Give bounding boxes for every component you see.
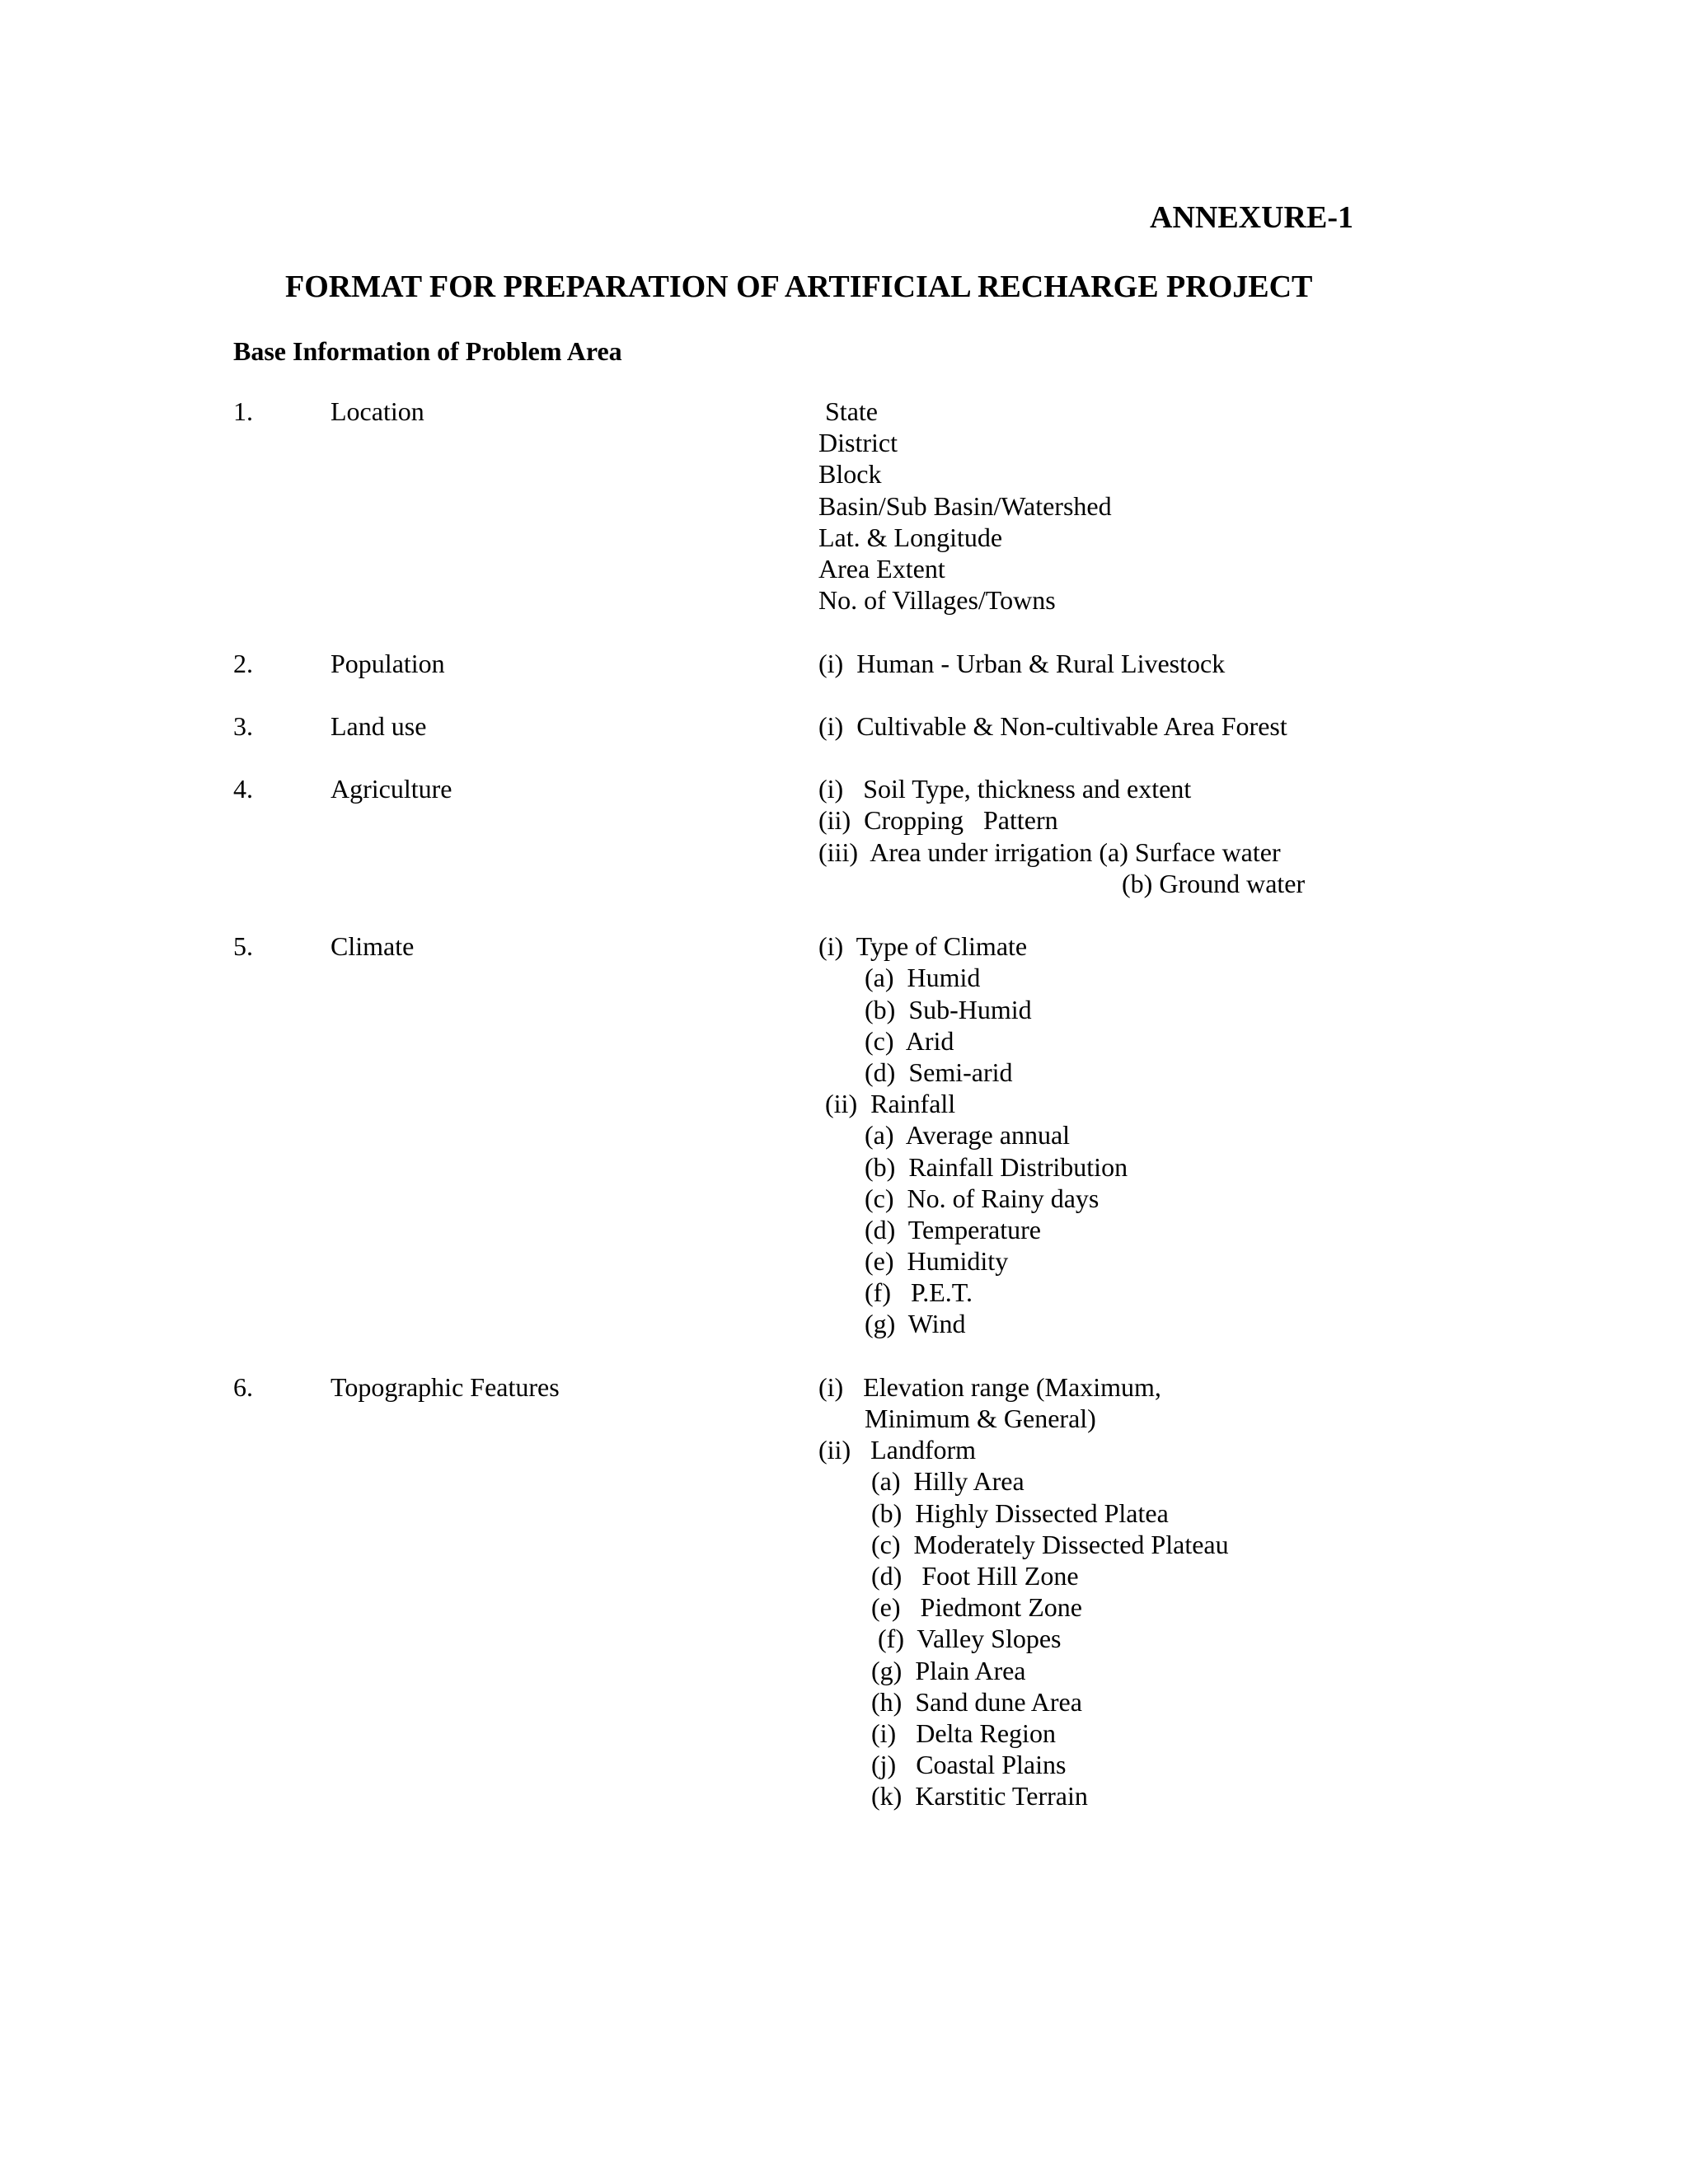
detail-line: (i) Human - Urban & Rural Livestock [818, 648, 1226, 678]
detail-line: (c) Moderately Dissected Plateau [818, 1529, 1229, 1559]
detail-line: No. of Villages/Towns [818, 585, 1056, 616]
detail-line: (b) Sub-Humid [818, 994, 1032, 1024]
detail-line: (f) P.E.T. [818, 1277, 973, 1308]
detail-line: (c) No. of Rainy days [818, 1183, 1100, 1213]
detail-line: (a) Humid [818, 963, 981, 993]
detail-line: (d) Foot Hill Zone [818, 1560, 1079, 1591]
detail-line: (g) Wind [818, 1309, 966, 1339]
detail-line: (d) Semi-arid [818, 1057, 1013, 1087]
detail-line: District [818, 428, 898, 458]
item-label: Agriculture [331, 774, 452, 804]
item-details [818, 710, 1634, 742]
list-item [233, 396, 1634, 616]
detail-line: Lat. & Longitude [818, 522, 1003, 552]
detail-line: Block [818, 459, 882, 490]
item-details [818, 648, 1634, 679]
detail-line: (i) Elevation range (Maximum, [818, 1371, 1161, 1402]
detail-line: (j) Coastal Plains [818, 1750, 1067, 1780]
list-item [233, 648, 1634, 679]
annexure-label: ANNEXURE-1 [1150, 200, 1353, 235]
item-label: Location [331, 396, 424, 426]
detail-line: (g) Plain Area [818, 1655, 1026, 1685]
list-item [233, 1371, 1634, 1812]
list-item [233, 710, 1634, 742]
item-details [818, 773, 1634, 899]
item-number: 3. [233, 710, 253, 741]
detail-line: (e) Piedmont Zone [818, 1592, 1082, 1623]
item-number: 5. [233, 931, 253, 962]
detail-line: (e) Humidity [818, 1246, 1009, 1277]
detail-line: (ii) Landform [818, 1435, 977, 1465]
section-heading: Base Information of Problem Area [233, 336, 622, 366]
list-item [233, 773, 1634, 899]
detail-line: (ii) Rainfall [818, 1089, 956, 1119]
detail-line: (c) Arid [818, 1025, 954, 1056]
detail-line: State [818, 396, 878, 426]
detail-line: (i) Delta Region [818, 1718, 1056, 1748]
item-details [818, 1371, 1634, 1812]
detail-line: (ii) Cropping Pattern [818, 805, 1058, 836]
detail-line: Area Extent [818, 553, 945, 583]
item-label: Land use [331, 710, 427, 741]
item-list [233, 396, 1634, 1844]
detail-line: Basin/Sub Basin/Watershed [818, 490, 1112, 521]
detail-line: (i) Type of Climate [818, 931, 1028, 962]
document-title: FORMAT FOR PREPARATION OF ARTIFICIAL RECHARGE PROJECT [285, 269, 1313, 304]
detail-line: (i) Soil Type, thickness and extent [818, 774, 1192, 804]
detail-line: (d) Temperature [818, 1214, 1041, 1244]
detail-line: (k) Karstitic Terrain [818, 1781, 1088, 1811]
detail-line: (b) Highly Dissected Platea [818, 1497, 1169, 1528]
item-number: 6. [233, 1371, 253, 1402]
detail-line: (b) Rainfall Distribution [818, 1151, 1128, 1182]
list-item [233, 930, 1634, 1339]
detail-line: (iii) Area under irrigation (a) Surface water [818, 837, 1281, 867]
detail-line: (a) Hilly Area [818, 1466, 1025, 1497]
item-details [818, 396, 1634, 616]
item-label: Climate [331, 931, 415, 962]
detail-line: (h) Sand dune Area [818, 1686, 1082, 1717]
detail-line: (a) Average annual [818, 1120, 1071, 1151]
item-number: 2. [233, 648, 253, 678]
detail-line: (i) Cultivable & Non-cultivable Area Forest [818, 710, 1287, 741]
item-label: Topographic Features [331, 1371, 560, 1402]
detail-line: (b) Ground water [818, 868, 1306, 898]
item-details [818, 930, 1634, 1339]
item-label: Population [331, 648, 445, 678]
item-number: 4. [233, 774, 253, 804]
detail-line: Minimum & General) [818, 1404, 1096, 1434]
detail-line: (f) Valley Slopes [818, 1624, 1062, 1654]
item-number: 1. [233, 396, 253, 426]
